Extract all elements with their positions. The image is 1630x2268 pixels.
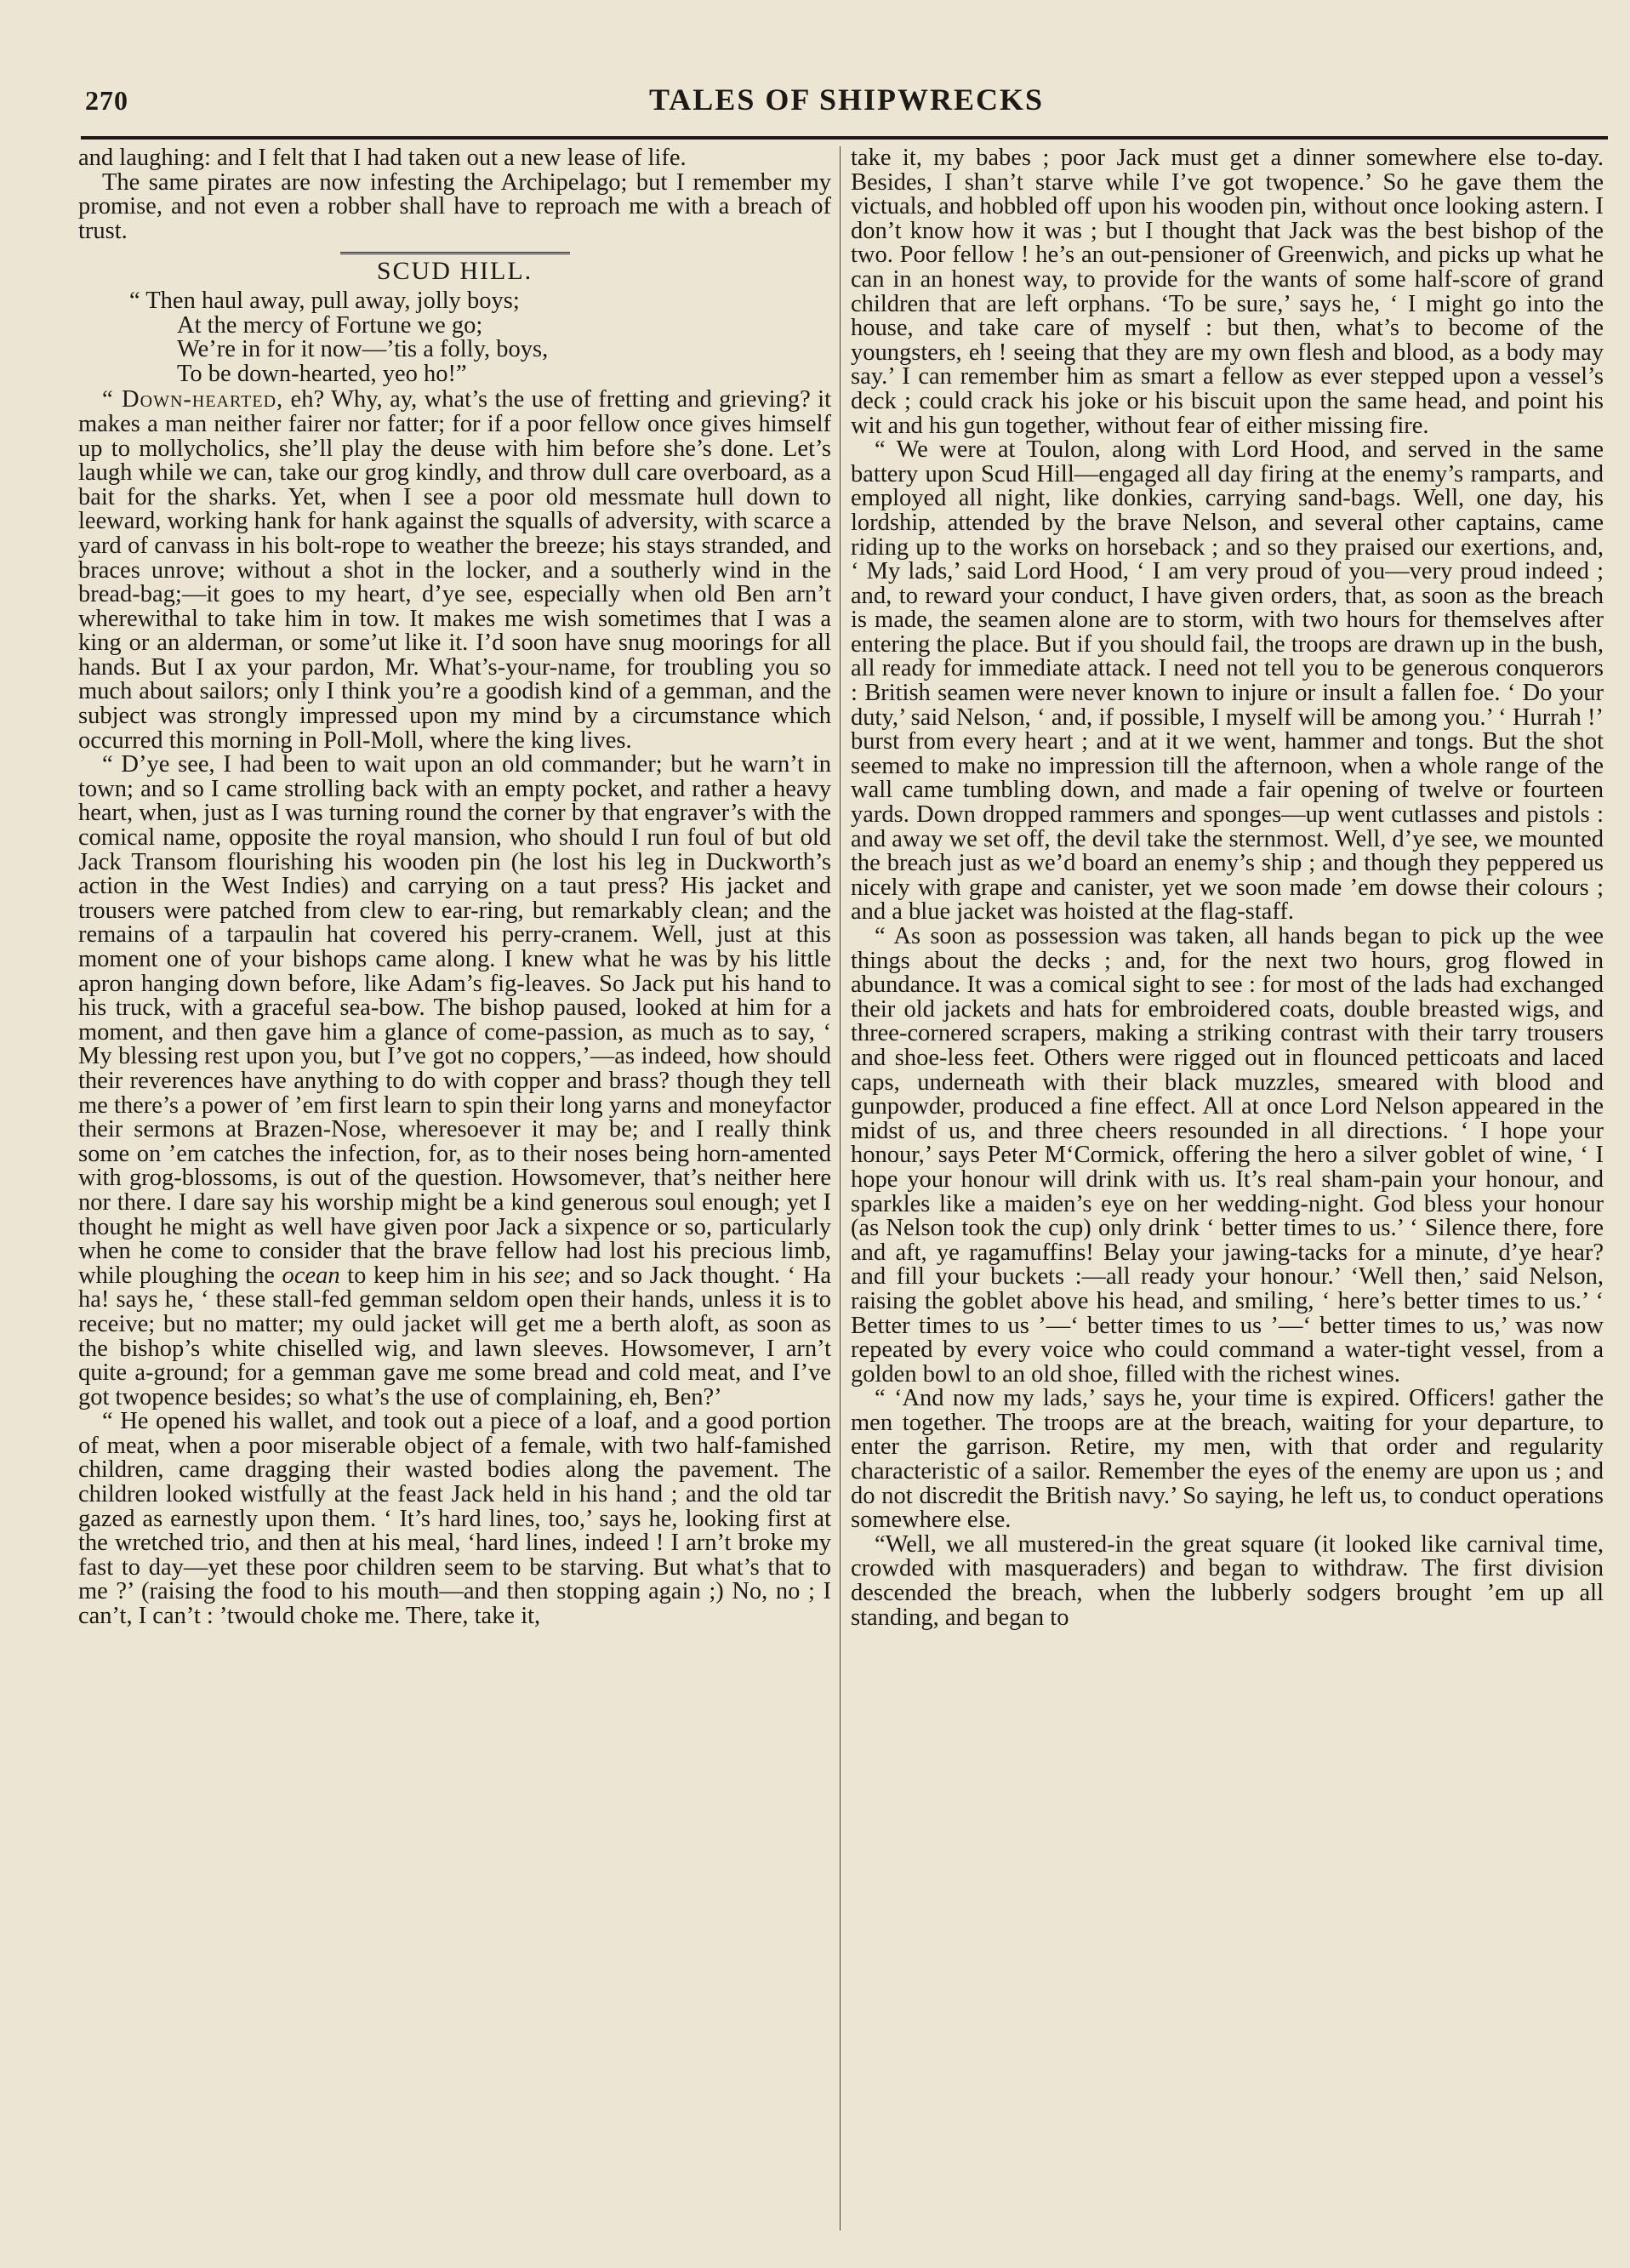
paragraph: “Well, we all mustered-in the great square (it looked like carnival time, crowded with masqueraders) and began to withdraw. The first division descended the breach, when the lubberly sodgers brought ’em up all standing, and began to <box>851 1530 1604 1631</box>
paragraph <box>78 388 831 753</box>
verse-epigraph <box>78 289 831 386</box>
paragraph-text: ; and so Jack thought. ‘ Ha ha! says he, ‘ these stall-fed gemman seldom open their hands, unless it is to receive; but no matter; my ould jacket will get me a berth aloft, as soon as the bishop’s white chiselled wig, and lawn sleeves. Howsomever, I arn’t quite a-ground; for a gemman gave me some bread and cold meat, and I’ve got twopence besides; so what’s the use of complaining, eh, Ben?’ <box>78 1262 831 1410</box>
running-title: TALES OF SHIPWRECKS <box>648 83 1045 117</box>
verse-line: “ Then haul away, pull away, jolly boys; <box>129 287 520 314</box>
paragraph: “ As soon as possession was taken, all hands began to pick up the wee things about the decks ; and, for the next two hours, grog flowed in abundance. It was a comical sight to see : for most of the lads had exchanged their old jackets and hats for embroidered coats, double breasted wigs, and three-cornered scrapers, making a striking contrast with their tarry trousers and shoe-less feet. Others were rigged out in flounced petticoats and laced caps, underneath with their black muzzles, smeared with blood and gunpowder, produced a fine effect. All at once Lord Nelson appeared in the midst of us, and three cheers resounded in all directions. ‘ I hope your honour,’ says Peter M‘Cormick, offering the hero a silver goblet of wine, ‘ I hope your honour will drink with us. It’s real sham-pain your honour, and sparkles like a maiden’s eye on her wedding-night. God bless your honour (as Nelson took the cup) only drink ‘ better times to us.’ ‘ Silence there, fore and aft, ye ragamuffins! Belay your jawing-tacks for a minute, d’ye hear? and fill your buckets :—all ready your honour.’ ‘Well then,’ said Nelson, raising the goblet above his head, and smiling, ‘ here’s better times to us.’ ‘ Better times to us ’—‘ better times to us ’—‘ better times to us,’ was now repeated by every voice who could command a water-tight vessel, from a golden bowl to an old shoe, filled with the richest wines. <box>851 923 1604 1388</box>
left-column <box>78 146 831 2231</box>
paragraph-text: “ D’ye see, I had been to wait upon an old commander; but he warn’t in town; and so I came strolling back with an empty pocket, and rather a heavy heart, when, just as I was turning round the corner by that engraver’s with the comical name, opposite the royal mansion, who should I run foul of but old Jack Transom flourishing his wooden pin (he lost his leg in Duckworth’s action in the West Indies) and carrying on a taut press? His jacket and trousers were patched from clew to ear-ring, but remarkably clean; and the remains of a tarpaulin hat covered his perry-cranem. Well, just at this moment one of your bishops came along. I knew what he was by his little apron hanging down before, like Adam’s fig-leaves. So Jack put his hand to his truck, with a graceful sea-bow. The bishop paused, looked at him for a moment, and then gave him a glance of come-passion, as much as to say, ‘ My blessing rest upon you, but I’ve got no coppers,’—as indeed, how should their reverences have anything to do with copper and brass? though they tell me there’s a power of ’em first learn to spin their long yarns and moneyfactor their sermons at Brazen-Nose, wheresoever it may be; and I really think some on ’em catches the infection, for, as to their noses being horn-amented with grog-blossoms, is out of the question. Howsomever, that’s neither here nor there. I dare say his worship might be a kind generous soul enough; yet I thought he might as well have given poor Jack a sixpence or so, particularly when he come to consider that the brave fellow had lost his precious limb, while ploughing the <box>78 751 831 1289</box>
paragraph: The same pirates are now infesting the Archipelago; but I remember my promise, and not even a robber shall have to reproach me with a breach of trust. <box>78 168 831 244</box>
paragraph: and laughing: and I felt that I had taken out a new lease of life. <box>78 146 687 171</box>
paragraph-text: to keep him in his <box>339 1262 533 1289</box>
section-divider <box>340 252 570 256</box>
italic-word: ocean <box>282 1262 340 1289</box>
paragraph: “ He opened his wallet, and took out a piece of a loaf, and a good portion of meat, when a poor miserable object of a female, with two half-famished children, came dragging their wasted bodies along the pavement. The children looked wistfully at the feast Jack held in his hand ; and the old tar gazed as earnestly upon them. ‘ It’s hard lines, too,’ says he, looking first at the wretched trio, and then at his meal, ‘hard lines, indeed ! I arn’t broke my fast to day—yet these poor children seem to be starving. But what’s that to me ?’ (raising the food to his mouth—and then stopping again ;) No, no ; I can’t, I can’t : ’twould choke me. There, take it, <box>78 1408 831 1630</box>
paragraph <box>78 753 831 1410</box>
page-header <box>85 82 1608 124</box>
section-title: SCUD HILL. <box>376 257 533 286</box>
paragraph: “ We were at Toulon, along with Lord Hood, and served in the same battery upon Scud Hill—engaged all day firing at the enemy’s ramparts, and employed all night, like donkies, carrying sand-bags. Well, one day, his lordship, attended by the brave Nelson, and several other captains, came riding up to the works on horseback ; and so they praised our exertions, and, ‘ My lads,’ said Lord Hood, ‘ I am very proud of you—very proud indeed ; and, to reward your conduct, I have given orders, that, as soon as the breach is made, the seamen alone are to storm, with two hours for themselves after entering the place. But if you should fail, the troops are drawn up in the bush, all ready for immediate attack. I need not tell you to be generous conquerors : British seamen were never known to injure or insult a fallen foe. ‘ Do your duty,’ said Nelson, ‘ and, if possible, I myself will be among you.’ ‘ Hurrah !’ burst from every heart ; and at it we went, hammer and tongs. But the shot seemed to make no impression till the afternoon, when a whole range of the wall came tumbling down, and made a fair opening of twelve or fourteen yards. Down dropped rammers and sponges—up went cutlasses and pistols : and away we set off, the devil take the sternmost. Well, d’ye see, we mounted the breach just as we’d board an enemy’s ship ; and though they peppered us nicely with grape and canister, yet we soon made ’em dowse their colours ; and a blue jacket was hoisted at the flag-staff. <box>851 436 1604 926</box>
page-number: 270 <box>85 85 128 116</box>
column-divider <box>840 146 841 2231</box>
verse-line: To be down-hearted, yeo ho!” <box>177 360 467 387</box>
verse-line: At the mercy of Fortune we go; <box>177 311 483 339</box>
paragraph: take it, my babes ; poor Jack must get a dinner somewhere else to-day. Besides, I shan’t starve while I’ve got twopence.’ So he gave them the victuals, and hobbled off upon his wooden pin, without once looking astern. I don’t know how it was ; but I thought that Jack was the best bishop of the two. Poor fellow ! he’s an out-pensioner of Greenwich, and picks up what he can in an honest way, to provide for the wants of some half-score of grand children that are left orphans. ‘To be sure,’ says he, ‘ I might go into the house, and take care of myself : but then, what’s to become of the youngsters, eh ! seeing that they are my own flesh and blood, as a body may say.’ I can remember him as smart a fellow as ever stepped upon a vessel’s deck ; could crack his joke or his biscuit upon the same head, and point his wit and his gun together, without fear of either missing fire. <box>851 146 1604 439</box>
paragraph-text: eh? Why, ay, what’s the use of fretting and grieving? it makes a man neither fairer nor fatter; for if a poor fellow once gives himself up to mollycholics, she’ll play the deuse with him before she’s done. Let’s laugh while we can, take our grog kindly, and throw dull care overboard, as a bait for the sharks. Yet, when I see a poor old messmate hull down to leeward, working hank for hank against the squalls of adversity, with scarce a yard of canvass in his bolt-rope to weather the breeze; his stays stranded, and braces unrove; without a shot in the locker, and a southerly wind in the bread-bag;—it goes to my heart, d’ye see, especially when old Ben arn’t wherewithal to take him in tow. It makes me wish sometimes that I was a king or an alderman, or some’ut like it. I’d soon have snug moorings for all hands. But I ax your pardon, Mr. What’s-your-name, for troubling you so much about sailors; only I think you’re a goodish kind of a gemman, and the subject was strongly impressed upon my mind by a circumstance which occurred this morning in Poll-Moll, where the king lives. <box>78 386 831 754</box>
lead-words: “ Down-hearted, <box>102 386 284 413</box>
paragraph: “ ‘And now my lads,’ says he, your time is expired. Officers! gather the men together. The troops are at the breach, waiting for your departure, to enter the garrison. Retire, my men, with that order and regularity characteristic of a sailor. Remember the eyes of the enemy are upon us ; and do not discredit the British navy.’ So saying, he left us, to conduct operations somewhere else. <box>851 1385 1604 1534</box>
verse-line: We’re in for it now—’tis a folly, boys, <box>177 336 549 363</box>
italic-word: see <box>533 1262 565 1289</box>
header-rule <box>81 136 1608 140</box>
right-column <box>851 146 1604 2231</box>
